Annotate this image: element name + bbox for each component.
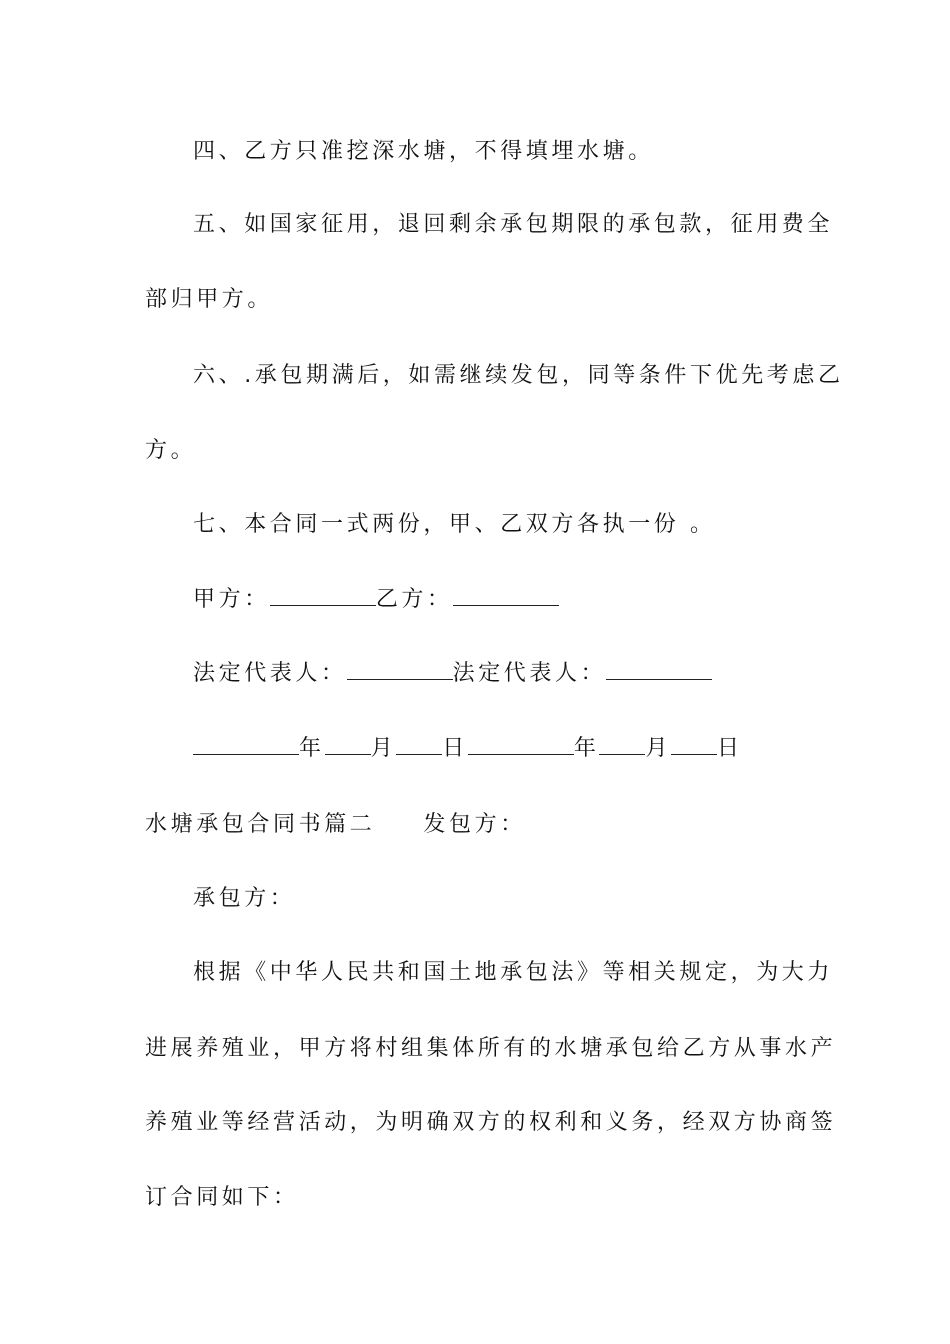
party-b-label: 乙方： [375,587,453,612]
rep-a-blank [347,659,453,680]
rep-b-blank [606,659,712,680]
day-b-label: 日 [717,736,743,761]
section-2-body-line-3: 养殖业等经营活动，为明确双方的权利和义务，经双方协商签 [145,1110,837,1135]
contractor-label: 承包方： [193,886,296,911]
rep-b-label: 法定代表人： [452,661,607,686]
year-a-label: 年 [299,736,325,761]
section-2-body-line-2: 进展养殖业，甲方将村组集体所有的水塘承包给乙方从事水产 [145,1036,837,1061]
day-b-blank [671,734,717,755]
year-a-blank [193,734,299,755]
representative-signature-line [193,659,712,689]
clause-5-line-1: 五、如国家征用，退回剩余承包期限的承包款，征用费全 [193,212,834,237]
party-signature-line [193,585,559,615]
year-b-blank [468,734,574,755]
rep-a-label: 法定代表人： [193,661,347,686]
clause-7: 七、本合同一式两份，甲、乙双方各执一份 。 [193,512,716,537]
month-b-label: 月 [645,736,672,761]
date-line [193,734,743,764]
party-a-label: 甲方： [193,587,270,612]
clause-5-line-2: 部归甲方。 [145,287,274,312]
clause-6-line-1: 六、.承包期满后，如需继续发包，同等条件下优先考虑乙 [193,363,844,388]
month-b-blank [599,734,645,755]
year-b-label: 年 [573,736,600,761]
section-2-body-line-4: 订合同如下： [145,1185,299,1210]
month-a-blank [325,734,371,755]
section-2-title: 水塘承包合同书篇二 [145,812,376,837]
day-a-blank [396,734,442,755]
issuer-label: 发包方： [423,812,526,837]
month-a-label: 月 [370,736,397,761]
section-2-heading-line [145,810,526,840]
clause-4: 四、乙方只准挖深水塘，不得填埋水塘。 [193,139,654,164]
section-2-body-line-1: 根据《中华人民共和国土地承包法》等相关规定，为大力 [193,960,834,985]
day-a-label: 日 [442,736,468,761]
clause-6-line-2: 方。 [145,438,197,463]
party-a-blank [270,585,376,606]
party-b-blank [453,585,559,606]
